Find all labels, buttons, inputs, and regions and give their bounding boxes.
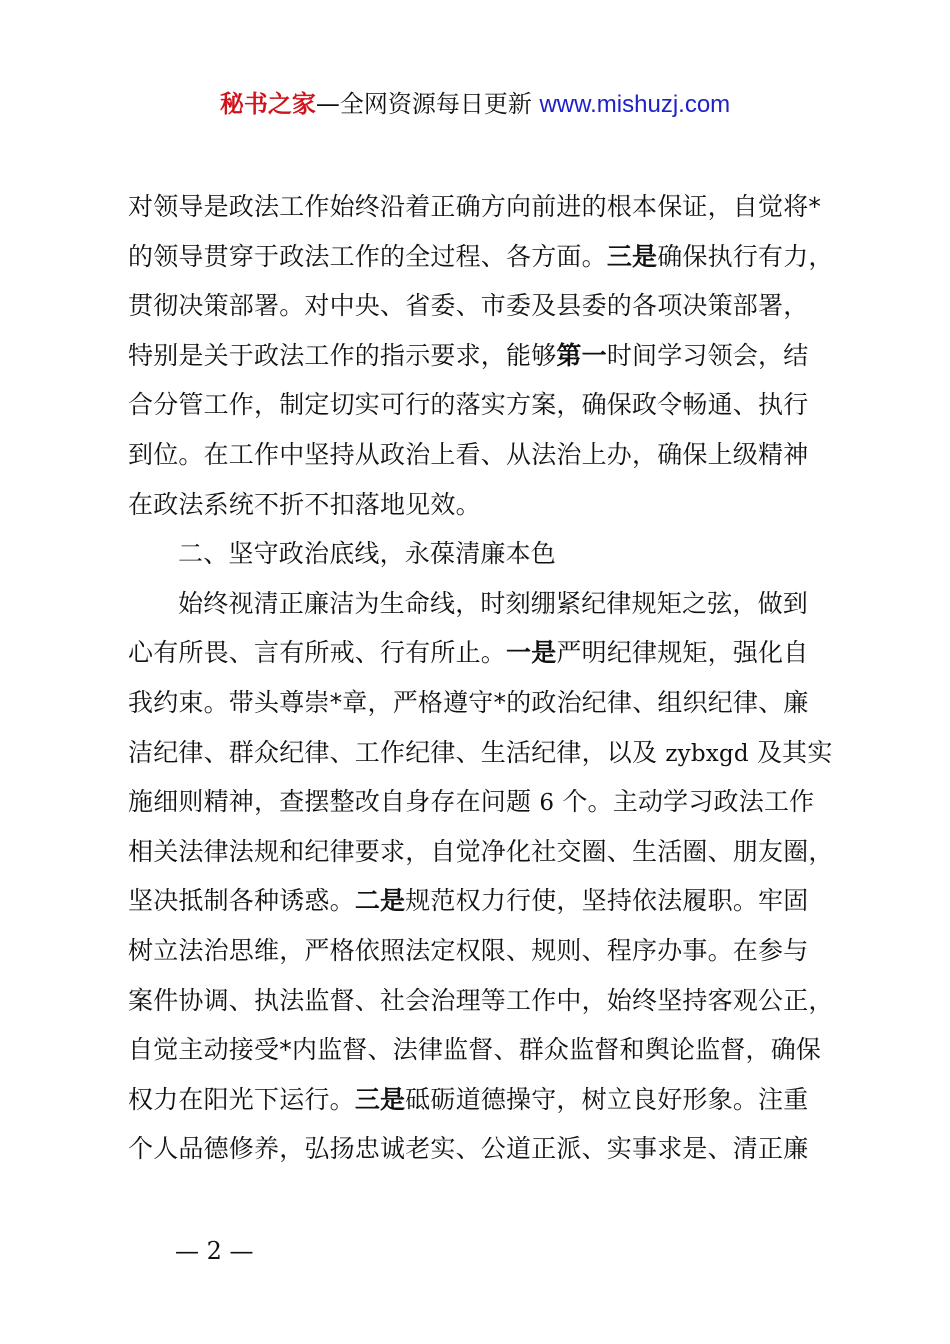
text-segment: 权力在阳光下运行。 (128, 1084, 355, 1114)
text-line (128, 728, 858, 778)
text-line (128, 579, 858, 629)
text-segment: 我约束。带头尊崇*章，严格遵守*的政治纪律、组织纪律、廉 (128, 687, 809, 717)
text-segment: 确保执行有力， (657, 241, 834, 271)
text-line (128, 331, 858, 381)
text-segment: 在政法系统不折不扣落地见效。 (128, 489, 481, 519)
text-segment: 二、坚守政治底线，永葆清廉本色 (178, 539, 557, 569)
text-line (128, 876, 858, 926)
text-line (128, 1075, 858, 1125)
text-segment: 严明纪律规矩，强化自 (556, 638, 809, 668)
text-line (128, 232, 858, 282)
text-segment: 自觉主动接受*内监督、法律监督、群众监督和舆论监督，确保 (128, 1035, 822, 1065)
document-body (128, 182, 858, 1174)
text-segment: 规范权力行使，坚持依法履职。牢固 (405, 886, 809, 916)
text-segment: 个人品德修养，弘扬忠诚老实、公道正派、实事求是、清正廉 (128, 1134, 809, 1164)
text-line (128, 777, 858, 827)
text-segment: 案件协调、执法监督、社会治理等工作中，始终坚持客观公正， (128, 985, 834, 1015)
text-line (128, 182, 858, 232)
text-line (128, 678, 858, 728)
text-line (128, 976, 858, 1026)
text-segment: 及其实 (748, 737, 833, 767)
text-line (128, 827, 858, 877)
text-segment: 施细则精神，查摆整改自身存在问题 (128, 787, 540, 817)
text-segment: 洁纪律、群众纪律、工作纪律、生活纪律，以及 (128, 737, 666, 767)
emphasis-text: 二是 (354, 886, 406, 916)
text-line (128, 380, 858, 430)
text-line (128, 1124, 858, 1174)
text-segment: 始终视清正廉洁为生命线，时刻绷紧纪律规矩之弦，做到 (178, 588, 809, 618)
text-segment: 相关法律法规和纪律要求，自觉净化社交圈、生活圈、朋友圈， (128, 836, 834, 866)
text-line (128, 926, 858, 976)
emphasis-text: 一是 (506, 638, 557, 668)
page-number: — 2 — (175, 1237, 254, 1265)
text-segment: 坚决抵制各种诱惑。 (128, 886, 355, 916)
text-segment: 的领导贯穿于政法工作的全过程、各方面。 (128, 241, 607, 271)
text-segment: 时间学习领会，结 (606, 340, 809, 370)
text-segment: 贯彻决策部署。对中央、省委、市委及县委的各项决策部署， (128, 291, 809, 321)
text-line (128, 1025, 858, 1075)
text-line (128, 430, 858, 480)
site-url[interactable]: www.mishuzj.com (539, 91, 731, 118)
text-segment: 心有所畏、言有所戒、行有所止。 (128, 638, 507, 668)
text-line (128, 529, 858, 579)
text-segment: 到位。在工作中坚持从政治上看、从法治上办，确保上级精神 (128, 439, 809, 469)
brand-name: 秘书之家 (219, 90, 316, 118)
emphasis-text: 三是 (606, 241, 658, 271)
latin-text: zybxgd (665, 740, 749, 767)
text-segment: 对领导是政法工作始终沿着正确方向前进的根本保证，自觉将* (128, 192, 822, 221)
text-segment: 合分管工作，制定切实可行的落实方案，确保政令畅通、执行 (128, 390, 809, 420)
text-segment: 砥砺道德操守，树立良好形象。注重 (405, 1084, 809, 1114)
emphasis-text: 三是 (354, 1084, 406, 1114)
text-line (128, 480, 858, 530)
site-header (0, 86, 950, 123)
text-segment: 树立法治思维，严格依照法定权限、规则、程序办事。在参与 (128, 935, 809, 965)
emphasis-text: 第一 (556, 340, 607, 370)
text-line (128, 281, 858, 331)
text-segment: 特别是关于政法工作的指示要求，能够 (128, 340, 557, 370)
text-line (128, 628, 858, 678)
site-slogan: —全网资源每日更新 (315, 90, 540, 118)
text-segment: 个。主动学习政法工作 (554, 787, 815, 817)
latin-text: 6 (539, 790, 555, 817)
